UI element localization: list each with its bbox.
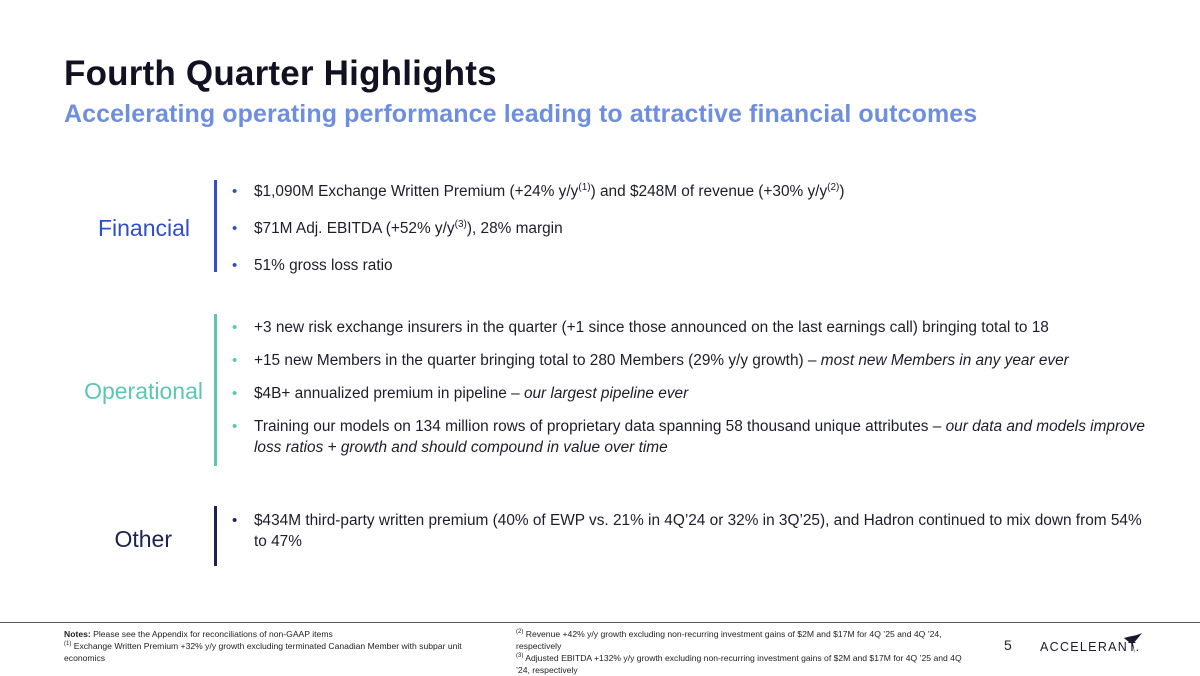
- list-item: • +15 new Members in the quarter bringing total to 280 Members (29% y/y growth) – most new Members in any year ever: [232, 352, 1069, 369]
- bullet-dot-icon: •: [232, 220, 238, 237]
- section-bar-operational: [214, 314, 217, 466]
- list-item: • $1,090M Exchange Written Premium (+24% $y/y^{(1)}$) and $248M of revenue (+30% $y/y^{(2)}$): [232, 181, 845, 200]
- section-label-operational: Operational: [84, 378, 203, 404]
- footnote-notes: Notes: Please see the Appendix for reconciliations of non-GAAP items: [64, 629, 333, 639]
- operational-bullet-list: [232, 317, 1152, 458]
- list-item: • $71M Adj. EBITDA (+52% $y/y^{(3)}$), 28% margin: [232, 218, 563, 237]
- bullet-dot-icon: •: [232, 319, 238, 336]
- list-item: • $4B+ annualized premium in pipeline – our largest pipeline ever: [232, 385, 689, 402]
- page-title: Fourth Quarter Highlights: [64, 54, 497, 93]
- page-number: 5: [1004, 637, 1012, 653]
- footnote-1: $^{(1)}$ Exchange Written Premium +32% y/y growth excluding terminated Canadian Member with subpar unit economics: [64, 641, 462, 663]
- bullet-dot-icon: •: [232, 418, 238, 435]
- bullet-dot-icon: •: [232, 257, 238, 274]
- list-item: • 51% gross loss ratio: [232, 257, 393, 274]
- bird-logo-icon: [1122, 632, 1144, 656]
- bullet-dot-icon: •: [232, 183, 238, 200]
- section-bar-other: [214, 506, 217, 566]
- bullet-dot-icon: •: [232, 352, 238, 369]
- section-label-financial: Financial: [97, 215, 190, 241]
- bullet-dot-icon: •: [232, 512, 238, 529]
- footer-divider: [0, 622, 1200, 623]
- footnote-2: $^{(2)}$ Revenue +42% y/y growth excluding non-recurring investment gains of $2M and $17M for 4Q ’25 and 4Q ’24, respectively: [516, 629, 942, 651]
- accelerant-logo: [1040, 634, 1140, 658]
- section-label-other: Other: [114, 526, 172, 552]
- other-bullet-list: [232, 510, 1152, 552]
- financial-bullet-list: [232, 181, 1152, 276]
- section-bar-financial: [214, 180, 217, 272]
- list-item: • Training our models on 134 million rows of proprietary data spanning 58 thousand unique attributes – our data and models improve loss ratios + growth and should compound in value over time: [232, 418, 1145, 456]
- bullet-dot-icon: •: [232, 385, 238, 402]
- logo-wordmark: ACCELERANT.: [1040, 640, 1141, 654]
- footnote-3: $^{(3)}$ Adjusted EBITDA +132% y/y growth excluding non-recurring investment gains of $2M and $17M for 4Q ’25 and 4Q ’24, respectively: [516, 653, 962, 675]
- list-item: • +3 new risk exchange insurers in the quarter (+1 since those announced on the last earnings call) bringing total to 18: [232, 319, 1049, 336]
- list-item: • $434M third-party written premium (40% of EWP vs. 21% in 4Q’24 or 32% in 3Q’25), and Hadron continued to mix down from 54% to 47%: [232, 512, 1142, 550]
- page-subtitle: Accelerating operating performance leading to attractive financial outcomes: [64, 100, 978, 128]
